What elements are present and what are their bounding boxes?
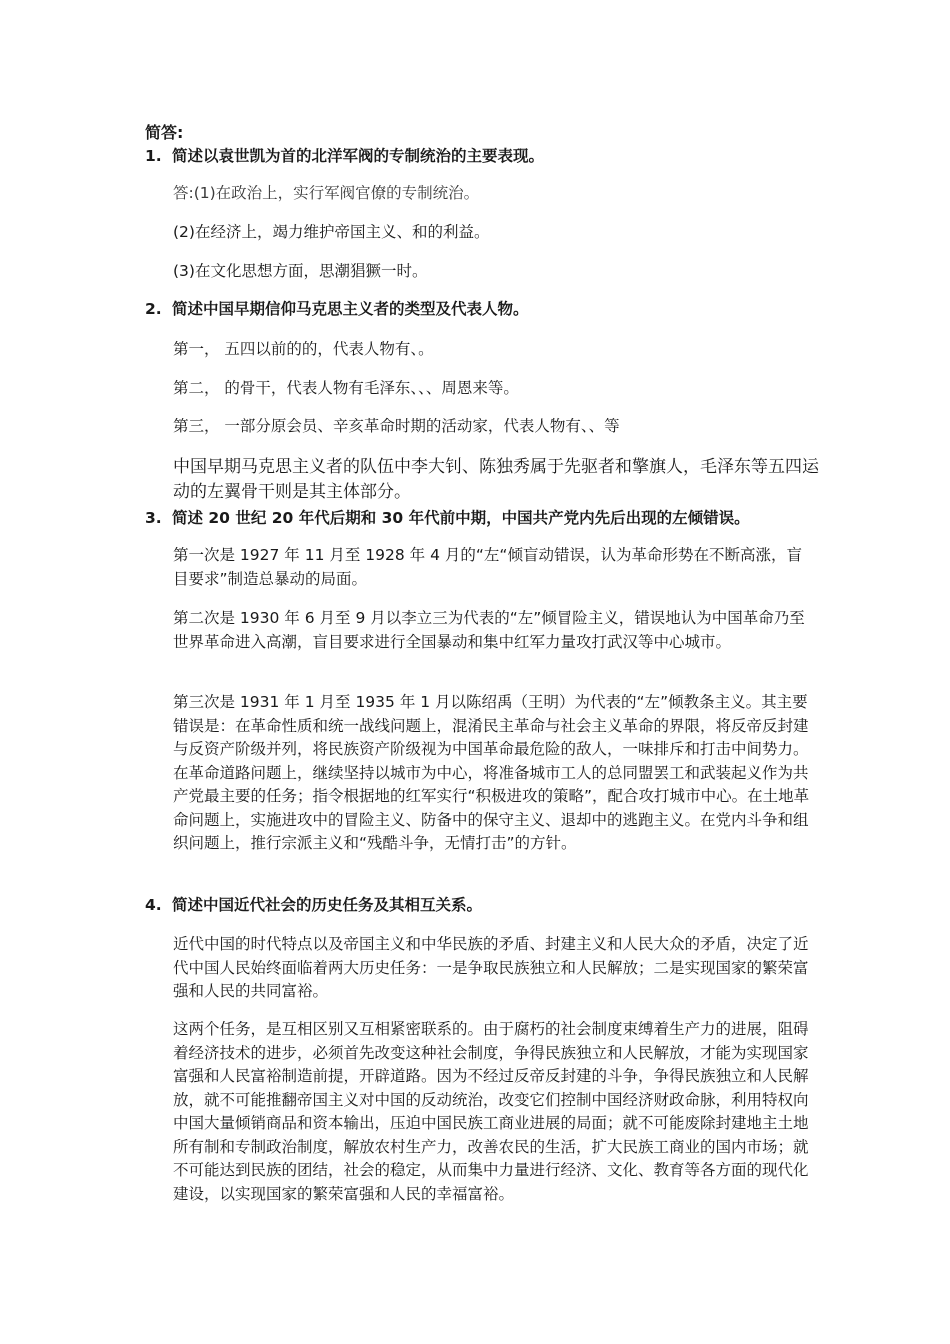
answer-paragraph: 第一次是 1927 年 11 月至 1928 年 4 月的“左“倾盲动错误，认为革命形势在不断高涨，盲目要求”制造总暴动的局面。 <box>173 546 802 588</box>
question-text: 简述 20 世纪 20 年代后期和 30 年代前中期，中国共产党内先后出现的左倾错误。 <box>172 509 750 527</box>
question-number: 4. <box>145 896 162 914</box>
question-text: 简述中国近代社会的历史任务及其相互关系。 <box>172 896 483 914</box>
question-1-title <box>145 145 544 167</box>
answer-paragraph: 答:(1)在政治上，实行军阀官僚的专制统治。 <box>173 184 480 202</box>
answer-paragraph: 这两个任务，是互相区别又互相紧密联系的。由于腐朽的社会制度束缚着生产力的进展，阻碍着经济技术的进步，必须首先改变这种社会制度，争得民族独立和人民解放，才能为实现国家富强和人民富裕制造前提，开辟道路。因为不经过反帝反封建的斗争，争得民族独立和人民解放，就不可能推翻帝国主义对中国的反动统治，改变它们控制中国经济财政命脉，利用特权向中国大量倾销商品和资本输出，压迫中国民族工商业进展的局面；就不可能废除封建地主土地所有制和专制政治制度，解放农村生产力，改善农民的生活，扩大民族工商业的国内市场；就不可能达到民族的团结，社会的稳定，从而集中力量进行经济、文化、教育等各方面的现代化建设，以实现国家的繁荣富强和人民的幸福富裕。 <box>173 1020 809 1203</box>
answer-paragraph: (3)在文化思想方面，思潮猖獗一时。 <box>173 262 428 280</box>
question-text: 简述中国早期信仰马克思主义者的类型及代表人物。 <box>172 300 529 318</box>
answer-paragraph: 中国早期马克思主义者的队伍中李大钊、陈独秀属于先驱者和擎旗人，毛泽东等五四运动的左翼骨干则是其主体部分。 <box>173 457 819 502</box>
question-text: 简述以袁世凯为首的北洋军阀的专制统治的主要表现。 <box>172 147 545 165</box>
answer-paragraph: 第二次是 1930 年 6 月至 9 月以李立三为代表的“左”倾冒险主义，错误地认为中国革命乃至世界革命进入高潮，盲目要求进行全国暴动和集中红军力量攻打武汉等中心城市。 <box>173 609 805 651</box>
answer-paragraph: 近代中国的时代特点以及帝国主义和中华民族的矛盾、封建主义和人民大众的矛盾，决定了近代中国人民始终面临着两大历史任务：一是争取民族独立和人民解放；二是实现国家的繁荣富强和人民的共同富裕。 <box>173 935 809 1000</box>
answer-paragraph: 第二， 的骨干，代表人物有毛泽东、、、周恩来等。 <box>173 379 519 397</box>
answer-paragraph: 第一， 五四以前的的，代表人物有、。 <box>173 340 434 358</box>
question-number: 2. <box>145 300 162 318</box>
question-3-title <box>145 507 750 529</box>
answer-paragraph: 第三， 一部分原会员、辛亥革命时期的活动家，代表人物有、、等 <box>173 417 620 435</box>
answer-paragraph: 第三次是 1931 年 1 月至 1935 年 1 月以陈绍禹（王明）为代表的“左”倾教条主义。其主要错误是：在革命性质和统一战线问题上，混淆民主革命与社会主义革命的界限，将反帝反封建与反资产阶级并列，将民族资产阶级视为中国革命最危险的敌人，一味排斥和打击中间势力。在革命道路问题上，继续坚持以城市为中心，将准备城市工人的总同盟罢工和武装起义作为共产党最主要的任务；指令根据地的红军实行“积极进攻的策略”，配合攻打城市中心。在土地革命问题上，实施进攻中的冒险主义、防备中的保守主义、退却中的逃跑主义。在党内斗争和组织问题上，推行宗派主义和“残酷斗争，无情打击”的方针。 <box>173 693 810 852</box>
question-4-title <box>145 894 482 916</box>
answer-paragraph: (2)在经济上，竭力维护帝国主义、和的利益。 <box>173 223 490 241</box>
question-number: 1. <box>145 147 162 165</box>
question-2-title <box>145 298 529 320</box>
question-number: 3. <box>145 509 162 527</box>
section-heading: 简答: <box>145 123 184 142</box>
